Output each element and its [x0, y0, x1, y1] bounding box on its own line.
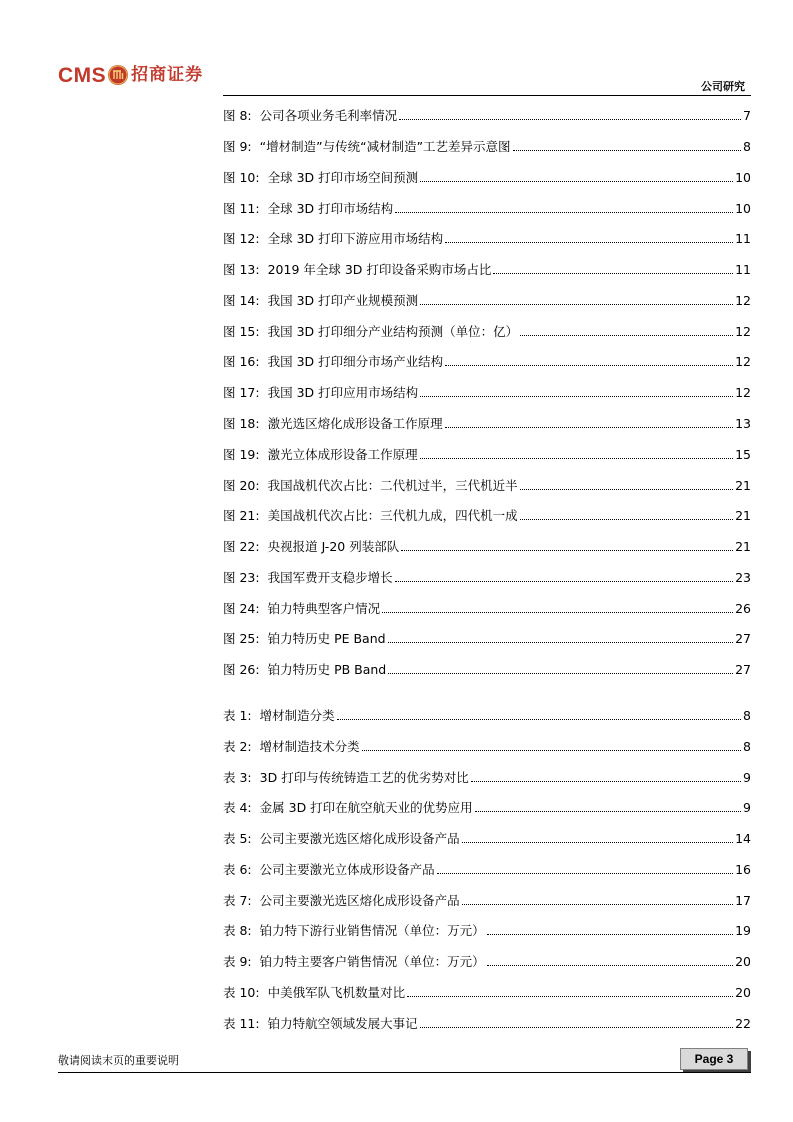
toc-prefix: 图 9: — [223, 139, 252, 154]
toc-leader — [520, 335, 733, 336]
toc-entry-table[interactable] — [223, 860, 751, 878]
toc-prefix: 表 8: — [223, 923, 252, 938]
toc-leader — [401, 550, 733, 551]
toc-title: 铂力特下游行业销售情况（单位：万元） — [259, 923, 485, 938]
toc-entry-figure[interactable] — [223, 629, 751, 647]
toc-page-number: 13 — [735, 416, 751, 431]
toc-page-number: 21 — [735, 478, 751, 493]
toc-page-number: 21 — [735, 508, 751, 523]
toc-leader — [420, 458, 733, 459]
toc-prefix: 表 10: — [223, 985, 260, 1000]
toc-page-number: 10 — [735, 170, 751, 185]
toc-entry-table[interactable] — [223, 952, 751, 970]
toc-leader — [462, 842, 733, 843]
toc-page-number: 20 — [735, 954, 751, 969]
toc-leader — [395, 581, 733, 582]
toc-entry-figure[interactable] — [223, 476, 751, 494]
toc-title: 公司主要激光立体成形设备产品 — [259, 862, 435, 877]
toc-title: 全球 3D 打印市场空间预测 — [267, 170, 419, 185]
toc-prefix: 表 7: — [223, 893, 252, 908]
toc-page-number: 20 — [735, 985, 751, 1000]
toc-leader — [362, 750, 741, 751]
toc-page-number: 10 — [735, 201, 751, 216]
header-divider — [223, 95, 751, 96]
toc-page-number: 11 — [735, 231, 751, 246]
toc-page-number: 19 — [735, 923, 751, 938]
toc-title: 我国 3D 打印细分产业结构预测（单位：亿） — [267, 324, 519, 339]
footer-divider — [58, 1072, 751, 1073]
toc-title: 全球 3D 打印下游应用市场结构 — [267, 231, 444, 246]
toc-leader — [420, 396, 733, 397]
toc-title: 铂力特历史 PE Band — [267, 631, 386, 646]
toc-page-number: 12 — [735, 324, 751, 339]
toc-page-number: 14 — [735, 831, 751, 846]
page-number-badge: Page 3 — [680, 1048, 748, 1070]
toc-prefix: 图 22: — [223, 539, 260, 554]
toc-prefix: 图 10: — [223, 170, 260, 185]
toc-page-number: 12 — [735, 385, 751, 400]
toc-entry-table[interactable] — [223, 829, 751, 847]
toc-leader — [487, 965, 733, 966]
toc-entry-table[interactable] — [223, 1014, 751, 1032]
toc-title: 金属 3D 打印在航空航天业的优势应用 — [259, 800, 473, 815]
toc-page-number: 11 — [735, 262, 751, 277]
toc-entry-figure[interactable] — [223, 106, 751, 124]
toc-page-number: 27 — [735, 662, 751, 677]
toc-title: 公司主要激光选区熔化成形设备产品 — [259, 831, 460, 846]
toc-prefix: 图 19: — [223, 447, 260, 462]
toc-entry-figure[interactable] — [223, 322, 751, 340]
toc-entry-table[interactable] — [223, 737, 751, 755]
toc-leader — [493, 273, 733, 274]
toc-entry-figure[interactable] — [223, 414, 751, 432]
toc-page-number: 12 — [735, 354, 751, 369]
toc-entry-table[interactable] — [223, 798, 751, 816]
toc-prefix: 图 8: — [223, 108, 252, 123]
toc-leader — [471, 781, 741, 782]
toc-prefix: 图 16: — [223, 354, 260, 369]
toc-page-number: 8 — [743, 739, 751, 754]
toc-title: 增材制造分类 — [259, 708, 335, 723]
toc-prefix: 图 14: — [223, 293, 260, 308]
toc-prefix: 图 13: — [223, 262, 260, 277]
toc-title: 增材制造技术分类 — [259, 739, 360, 754]
logo-emblem-icon — [108, 65, 128, 85]
toc-leader — [395, 212, 733, 213]
toc-prefix: 图 18: — [223, 416, 260, 431]
toc-leader — [437, 873, 733, 874]
toc-entry-figure[interactable] — [223, 168, 751, 186]
toc-prefix: 图 17: — [223, 385, 260, 400]
toc-prefix: 图 15: — [223, 324, 260, 339]
toc-title: 我国 3D 打印应用市场结构 — [267, 385, 419, 400]
toc-entry-figure[interactable] — [223, 229, 751, 247]
toc-leader — [445, 365, 733, 366]
toc-title: 铂力特典型客户情况 — [267, 601, 381, 616]
toc-page-number: 26 — [735, 601, 751, 616]
toc-title: 激光立体成形设备工作原理 — [267, 447, 418, 462]
toc-prefix: 图 26: — [223, 662, 260, 677]
toc-leader — [407, 996, 733, 997]
toc-prefix: 表 1: — [223, 708, 252, 723]
toc-page-number: 8 — [743, 708, 751, 723]
toc-title: 央视报道 J-20 列装部队 — [267, 539, 400, 554]
toc-prefix: 表 4: — [223, 800, 252, 815]
toc-entry-table[interactable] — [223, 706, 751, 724]
toc-leader — [382, 612, 733, 613]
toc-entry-figure[interactable] — [223, 137, 751, 155]
toc-title: 全球 3D 打印市场结构 — [267, 201, 394, 216]
toc-page-number: 16 — [735, 862, 751, 877]
toc-page-number: 17 — [735, 893, 751, 908]
toc-entry-table[interactable] — [223, 891, 751, 909]
toc-title: 公司各项业务毛利率情况 — [259, 108, 398, 123]
toc-entry-figure[interactable] — [223, 660, 751, 678]
toc-title: 我国 3D 打印产业规模预测 — [267, 293, 419, 308]
toc-title: 我国 3D 打印细分市场产业结构 — [267, 354, 444, 369]
toc-entry-figure[interactable] — [223, 445, 751, 463]
toc-entry-figure[interactable] — [223, 383, 751, 401]
toc-leader — [337, 719, 741, 720]
toc-title: 铂力特历史 PB Band — [267, 662, 387, 677]
logo-cn-text: 招商证券 — [131, 64, 204, 85]
toc-leader — [388, 673, 733, 674]
toc-entry-figure[interactable] — [223, 599, 751, 617]
disclaimer-note: 敬请阅读末页的重要说明 — [58, 1054, 179, 1067]
toc-entry-figure[interactable] — [223, 260, 751, 278]
toc-leader — [399, 119, 741, 120]
toc-prefix: 图 25: — [223, 631, 260, 646]
toc-leader — [445, 427, 733, 428]
toc-page-number: 12 — [735, 293, 751, 308]
toc-prefix: 表 9: — [223, 954, 252, 969]
toc-page-number: 9 — [743, 800, 751, 815]
toc-title: 铂力特主要客户销售情况（单位：万元） — [259, 954, 485, 969]
toc-page-number: 8 — [743, 139, 751, 154]
toc-title: 我国战机代次占比：二代机过半，三代机近半 — [267, 478, 518, 493]
toc-leader — [520, 489, 733, 490]
toc-leader — [462, 904, 733, 905]
toc-title: 我国军费开支稳步增长 — [267, 570, 393, 585]
logo-cms-text: CMS — [58, 63, 107, 87]
toc-entry-figure[interactable] — [223, 537, 751, 555]
toc-prefix: 表 2: — [223, 739, 252, 754]
cms-logo — [58, 60, 203, 90]
toc-title: 3D 打印与传统铸造工艺的优劣势对比 — [259, 770, 469, 785]
toc-title: “增材制造”与传统“减材制造”工艺差异示意图 — [259, 139, 511, 154]
toc-leader — [420, 1027, 733, 1028]
toc-entry-figure[interactable] — [223, 199, 751, 217]
toc-prefix: 表 3: — [223, 770, 252, 785]
toc-prefix: 图 20: — [223, 478, 260, 493]
toc-entry-table[interactable] — [223, 983, 751, 1001]
toc-page-number: 22 — [735, 1016, 751, 1031]
toc-page-number: 21 — [735, 539, 751, 554]
page-header — [0, 0, 793, 100]
toc-leader — [388, 642, 734, 643]
toc-entry-figure[interactable] — [223, 352, 751, 370]
toc-entry-figure[interactable] — [223, 291, 751, 309]
toc-title: 2019 年全球 3D 打印设备采购市场占比 — [267, 262, 492, 277]
toc-entry-figure[interactable] — [223, 506, 751, 524]
toc-leader — [520, 519, 733, 520]
toc-page-number: 23 — [735, 570, 751, 585]
toc-page-number: 15 — [735, 447, 751, 462]
toc-title: 激光选区熔化成形设备工作原理 — [267, 416, 443, 431]
toc-leader — [513, 150, 742, 151]
section-label: 公司研究 — [701, 80, 745, 93]
toc-page-number: 7 — [743, 108, 751, 123]
toc-leader — [445, 242, 733, 243]
toc-entry-figure[interactable] — [223, 568, 751, 586]
toc-leader — [487, 934, 733, 935]
toc-title: 公司主要激光选区熔化成形设备产品 — [259, 893, 460, 908]
toc-leader — [420, 304, 733, 305]
toc-entry-table[interactable] — [223, 921, 751, 939]
toc-title: 美国战机代次占比：三代机九成，四代机一成 — [267, 508, 518, 523]
toc-prefix: 图 11: — [223, 201, 260, 216]
toc-page-number: 9 — [743, 770, 751, 785]
toc-entry-table[interactable] — [223, 768, 751, 786]
toc-prefix: 表 5: — [223, 831, 252, 846]
toc-prefix: 表 6: — [223, 862, 252, 877]
toc-leader — [420, 181, 733, 182]
toc-page-number: 27 — [735, 631, 751, 646]
toc-prefix: 图 21: — [223, 508, 260, 523]
toc-leader — [475, 811, 741, 812]
toc-prefix: 图 23: — [223, 570, 260, 585]
toc-prefix: 表 11: — [223, 1016, 260, 1031]
toc-prefix: 图 12: — [223, 231, 260, 246]
toc-title: 中美俄军队飞机数量对比 — [267, 985, 406, 1000]
toc-title: 铂力特航空领域发展大事记 — [267, 1016, 418, 1031]
toc-prefix: 图 24: — [223, 601, 260, 616]
